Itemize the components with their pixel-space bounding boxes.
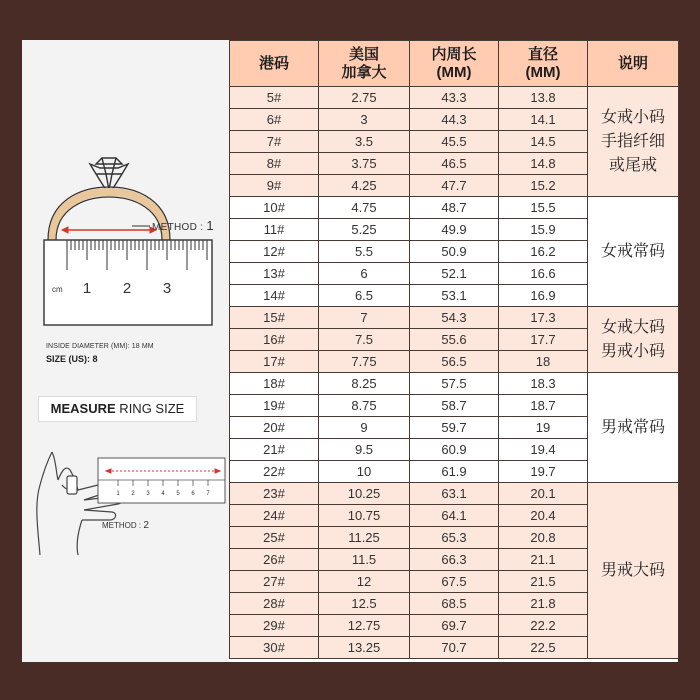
small-ruler-icon	[98, 458, 225, 503]
us-size-cell: 7.75	[319, 351, 410, 373]
ring-size-table-wrap	[229, 40, 678, 662]
diameter-cell: 20.1	[499, 483, 588, 505]
measure-illustration	[22, 40, 229, 662]
hk-size-cell: 11#	[230, 219, 319, 241]
diameter-arrow	[62, 227, 156, 233]
circumference-cell: 48.7	[410, 197, 499, 219]
circumference-cell: 60.9	[410, 439, 499, 461]
note-cell: 女戒常码	[588, 197, 679, 307]
us-size-cell: 12	[319, 571, 410, 593]
us-size-cell: 5.25	[319, 219, 410, 241]
circumference-cell: 50.9	[410, 241, 499, 263]
diameter-cell: 19	[499, 417, 588, 439]
method2-label: METHOD : 2	[102, 520, 149, 531]
diameter-cell: 15.9	[499, 219, 588, 241]
diameter-cell: 21.1	[499, 549, 588, 571]
hk-size-cell: 20#	[230, 417, 319, 439]
hk-size-cell: 18#	[230, 373, 319, 395]
header-note: 说明	[588, 41, 679, 87]
ruler-number-1: 1	[82, 280, 92, 297]
hk-size-cell: 30#	[230, 637, 319, 659]
table-row	[230, 373, 679, 395]
us-size-cell: 12.5	[319, 593, 410, 615]
hk-size-cell: 24#	[230, 505, 319, 527]
circumference-cell: 58.7	[410, 395, 499, 417]
table-row	[230, 87, 679, 109]
hk-size-cell: 23#	[230, 483, 319, 505]
circumference-cell: 43.3	[410, 87, 499, 109]
hk-size-cell: 9#	[230, 175, 319, 197]
us-size-cell: 8.75	[319, 395, 410, 417]
circumference-cell: 61.9	[410, 461, 499, 483]
diameter-cell: 22.2	[499, 615, 588, 637]
diameter-cell: 19.4	[499, 439, 588, 461]
diameter-cell: 15.5	[499, 197, 588, 219]
us-size-cell: 6.5	[319, 285, 410, 307]
circumference-cell: 52.1	[410, 263, 499, 285]
small-ruler-number-3: 3	[146, 491, 150, 497]
hk-size-cell: 29#	[230, 615, 319, 637]
circumference-cell: 65.3	[410, 527, 499, 549]
table-body	[230, 87, 679, 659]
us-size-cell: 7.5	[319, 329, 410, 351]
hk-size-cell: 21#	[230, 439, 319, 461]
us-size-cell: 7	[319, 307, 410, 329]
hk-size-cell: 27#	[230, 571, 319, 593]
hk-size-cell: 12#	[230, 241, 319, 263]
hk-size-cell: 25#	[230, 527, 319, 549]
us-size-cell: 4.25	[319, 175, 410, 197]
diameter-cell: 20.8	[499, 527, 588, 549]
measure-ring-size-title: MEASURE RING SIZE	[38, 396, 197, 422]
diamond-icon	[90, 158, 128, 190]
illustration-drawing	[22, 40, 229, 662]
hk-size-cell: 28#	[230, 593, 319, 615]
header-inner-circumference: 内周长 (MM)	[410, 41, 499, 87]
small-ruler-number-1: 1	[116, 491, 120, 497]
circumference-cell: 55.6	[410, 329, 499, 351]
us-size-cell: 3.5	[319, 131, 410, 153]
us-size-cell: 4.75	[319, 197, 410, 219]
hk-size-cell: 15#	[230, 307, 319, 329]
header-us-ca: 美国 加拿大	[319, 41, 410, 87]
hk-size-cell: 22#	[230, 461, 319, 483]
us-size-cell: 11.5	[319, 549, 410, 571]
us-size-cell: 10.75	[319, 505, 410, 527]
diameter-cell: 21.8	[499, 593, 588, 615]
circumference-cell: 69.7	[410, 615, 499, 637]
small-ruler-number-5: 5	[176, 491, 180, 497]
diameter-cell: 21.5	[499, 571, 588, 593]
diameter-cell: 18.3	[499, 373, 588, 395]
circumference-cell: 66.3	[410, 549, 499, 571]
ring-size-chart-panel	[22, 40, 678, 662]
circumference-cell: 63.1	[410, 483, 499, 505]
circumference-cell: 44.3	[410, 109, 499, 131]
diameter-cell: 16.2	[499, 241, 588, 263]
us-size-cell: 5.5	[319, 241, 410, 263]
diameter-cell: 17.3	[499, 307, 588, 329]
small-ruler-number-7: 7	[206, 491, 210, 497]
diameter-cell: 14.1	[499, 109, 588, 131]
circumference-cell: 57.5	[410, 373, 499, 395]
diameter-cell: 14.8	[499, 153, 588, 175]
us-size-cell: 9.5	[319, 439, 410, 461]
diameter-cell: 22.5	[499, 637, 588, 659]
us-size-cell: 3	[319, 109, 410, 131]
diameter-cell: 18	[499, 351, 588, 373]
circumference-cell: 70.7	[410, 637, 499, 659]
hk-size-cell: 7#	[230, 131, 319, 153]
us-size-cell: 10.25	[319, 483, 410, 505]
small-ruler-number-4: 4	[161, 491, 165, 497]
circumference-cell: 54.3	[410, 307, 499, 329]
ruler-icon	[44, 240, 212, 325]
hk-size-cell: 17#	[230, 351, 319, 373]
diameter-cell: 15.2	[499, 175, 588, 197]
diameter-cell: 17.7	[499, 329, 588, 351]
hk-size-cell: 13#	[230, 263, 319, 285]
small-ruler-number-6: 6	[191, 491, 195, 497]
hk-size-cell: 14#	[230, 285, 319, 307]
note-cell: 男戒常码	[588, 373, 679, 483]
hk-size-cell: 5#	[230, 87, 319, 109]
us-size-cell: 10	[319, 461, 410, 483]
circumference-cell: 45.5	[410, 131, 499, 153]
us-size-cell: 2.75	[319, 87, 410, 109]
diameter-cell: 14.5	[499, 131, 588, 153]
hk-size-cell: 19#	[230, 395, 319, 417]
diameter-cell: 18.7	[499, 395, 588, 417]
hk-size-cell: 10#	[230, 197, 319, 219]
us-size-cell: 12.75	[319, 615, 410, 637]
diameter-cell: 16.9	[499, 285, 588, 307]
ruler-unit: cm	[52, 285, 63, 294]
method1-label: METHOD : 1	[152, 218, 214, 233]
circumference-cell: 64.1	[410, 505, 499, 527]
diameter-cell: 20.4	[499, 505, 588, 527]
ruler-number-3: 3	[162, 280, 172, 297]
table-row	[230, 307, 679, 329]
table-header-row	[230, 41, 679, 87]
circumference-cell: 68.5	[410, 593, 499, 615]
hk-size-cell: 26#	[230, 549, 319, 571]
diameter-cell: 13.8	[499, 87, 588, 109]
hk-size-cell: 16#	[230, 329, 319, 351]
table-row	[230, 197, 679, 219]
size-us-label: SIZE (US): 8	[46, 354, 98, 364]
circumference-cell: 47.7	[410, 175, 499, 197]
circumference-cell: 53.1	[410, 285, 499, 307]
small-ruler-number-2: 2	[131, 491, 135, 497]
us-size-cell: 13.25	[319, 637, 410, 659]
table-row	[230, 483, 679, 505]
us-size-cell: 11.25	[319, 527, 410, 549]
us-size-cell: 8.25	[319, 373, 410, 395]
header-hk-size: 港码	[230, 41, 319, 87]
us-size-cell: 9	[319, 417, 410, 439]
diameter-cell: 19.7	[499, 461, 588, 483]
us-size-cell: 6	[319, 263, 410, 285]
circumference-cell: 46.5	[410, 153, 499, 175]
circumference-cell: 59.7	[410, 417, 499, 439]
diameter-cell: 16.6	[499, 263, 588, 285]
note-cell: 女戒小码 手指纤细 或尾戒	[588, 87, 679, 197]
circumference-cell: 56.5	[410, 351, 499, 373]
ruler-number-2: 2	[122, 280, 132, 297]
hk-size-cell: 6#	[230, 109, 319, 131]
note-cell: 男戒大码	[588, 483, 679, 659]
circumference-cell: 67.5	[410, 571, 499, 593]
us-size-cell: 3.75	[319, 153, 410, 175]
circumference-cell: 49.9	[410, 219, 499, 241]
inside-diameter-label: INSIDE DIAMETER (MM): 18 MM	[46, 343, 154, 350]
hk-size-cell: 8#	[230, 153, 319, 175]
ring-size-table	[229, 40, 679, 659]
note-cell: 女戒大码 男戒小码	[588, 307, 679, 373]
header-diameter: 直径 (MM)	[499, 41, 588, 87]
